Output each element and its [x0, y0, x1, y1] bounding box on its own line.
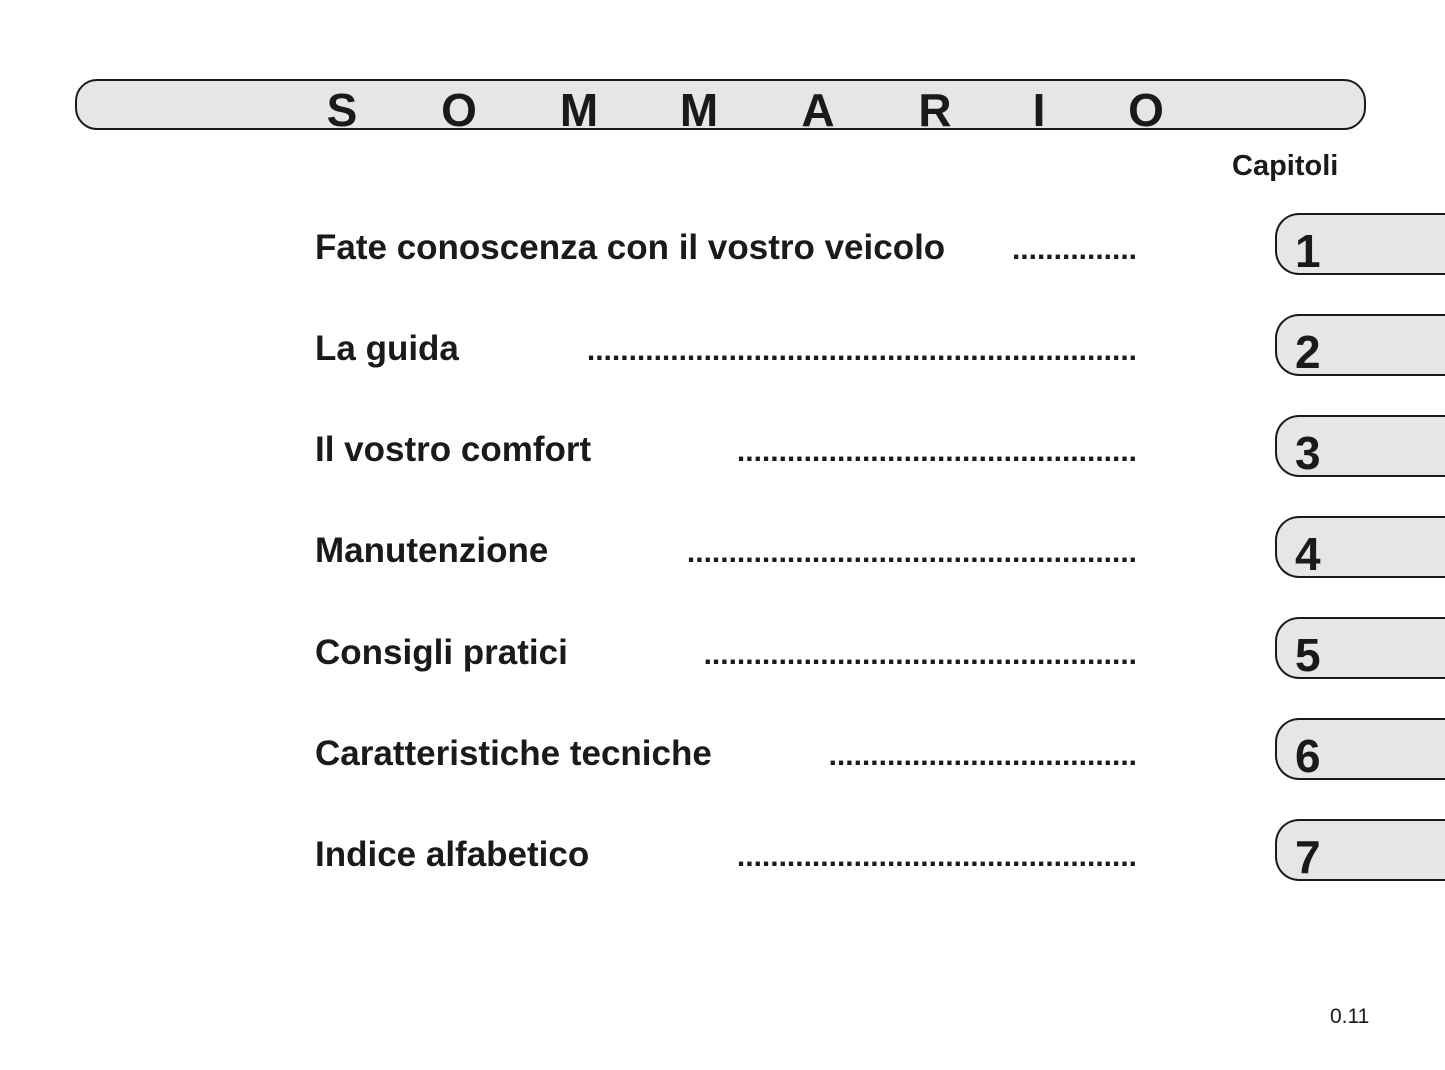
title-banner: [75, 79, 1366, 136]
title-letter: O: [1128, 84, 1164, 136]
chapter-number: 1: [1295, 225, 1321, 277]
toc-entry-label: Caratteristiche tecniche: [315, 734, 712, 773]
chapter-tab-7[interactable]: [1275, 819, 1445, 881]
toc-entry-5[interactable]: [315, 628, 1137, 678]
page-number: 0.11: [1330, 1005, 1370, 1028]
chapter-tab-3[interactable]: [1275, 415, 1445, 477]
title-letter: M: [679, 84, 719, 136]
toc-entry-2[interactable]: [315, 324, 1137, 374]
toc-leader-dots: ....................................................: [703, 638, 1137, 671]
toc-entry-4[interactable]: [315, 526, 1137, 576]
title-letter: O: [441, 84, 477, 136]
chapter-tab-1[interactable]: [1275, 213, 1445, 275]
toc-entry-3[interactable]: [315, 425, 1137, 475]
toc-entry-label: Fate conoscenza con il vostro veicolo: [315, 228, 946, 267]
chapter-number: 6: [1295, 730, 1321, 782]
toc-leader-dots: ................................................: [736, 435, 1137, 468]
title-letter: S: [326, 84, 358, 136]
chapter-tab-5[interactable]: [1275, 617, 1445, 679]
toc-entry-label: Manutenzione: [315, 531, 549, 570]
toc-entry-7[interactable]: [315, 830, 1137, 880]
toc-entry-label: Consigli pratici: [315, 633, 568, 672]
toc-entry-6[interactable]: [315, 729, 1137, 779]
chapter-number: 7: [1295, 831, 1321, 883]
chapter-number: 4: [1295, 528, 1321, 580]
toc-entry-label: La guida: [315, 329, 459, 368]
chapter-tab-6[interactable]: [1275, 718, 1445, 780]
chapter-tab-4[interactable]: [1275, 516, 1445, 578]
toc-leader-dots: .....................................: [828, 739, 1137, 772]
toc-entry-1[interactable]: [315, 223, 1137, 273]
toc-leader-dots: ..................................................................: [586, 334, 1137, 367]
chapter-number: 2: [1295, 326, 1321, 378]
toc-entry-label: Il vostro comfort: [315, 430, 592, 469]
toc-entry-label: Indice alfabetico: [315, 835, 590, 874]
title-letter: R: [918, 84, 952, 136]
title-letter: A: [801, 84, 835, 136]
toc-leader-dots: ...............: [1011, 233, 1137, 266]
chapter-number: 5: [1295, 629, 1321, 681]
toc-leader-dots: ................................................: [736, 840, 1137, 873]
title-letter: M: [559, 84, 599, 136]
chapters-heading: Capitoli: [1232, 150, 1339, 182]
toc-leader-dots: ......................................................: [686, 536, 1137, 569]
chapter-tab-2[interactable]: [1275, 314, 1445, 376]
chapter-number: 3: [1295, 427, 1321, 479]
title-letter: I: [1032, 84, 1046, 136]
